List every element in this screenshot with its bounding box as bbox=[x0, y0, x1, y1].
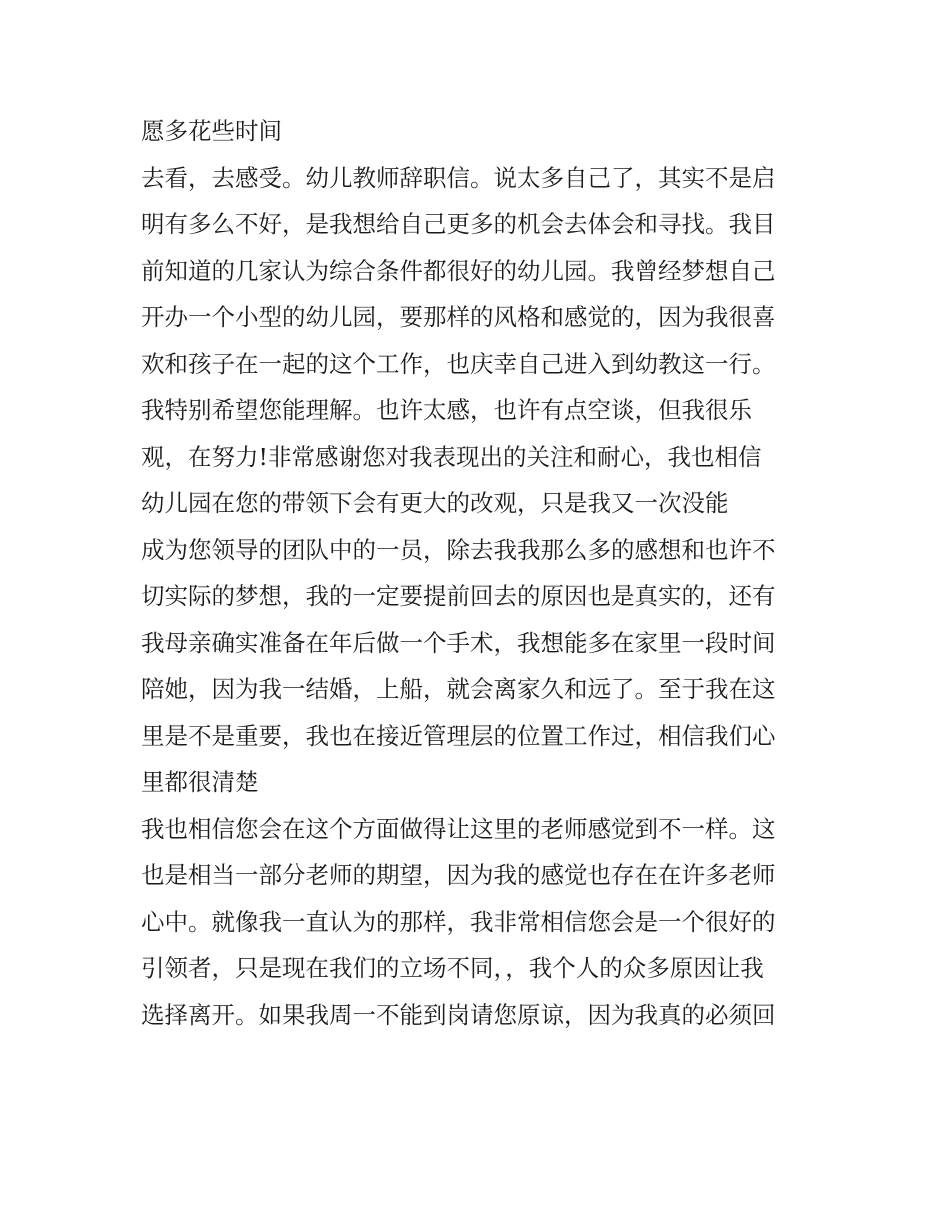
text-line: 切实际的梦想，我的一定要提前回去的原因也是真实的，还有 bbox=[141, 582, 776, 610]
text-line: 成为您领导的团队中的一员，除去我我那么多的感想和也许不 bbox=[141, 535, 776, 564]
text-line: 愿多花些时间 bbox=[141, 117, 282, 145]
text-line: 欢和孩子在一起的这个工作，也庆幸自己进入到幼教这一行。 bbox=[141, 349, 776, 378]
text-line: 选择离开。如果我周一不能到岗请您原谅，因为我真的必须回 bbox=[141, 1000, 776, 1029]
text-line: 开办一个小型的幼儿园，要那样的风格和感觉的，因为我很喜 bbox=[141, 303, 776, 331]
text-line: 里是不是重要，我也在接近管理层的位置工作过，相信我们心 bbox=[141, 721, 776, 750]
text-line: 去看，去感受。幼儿教师辞职信。说太多自己了，其实不是启 bbox=[141, 163, 776, 192]
text-line: 也是相当一部分老师的期望，因为我的感觉也存在在许多老师 bbox=[141, 861, 776, 889]
text-line: 前知道的几家认为综合条件都很好的幼儿园。我曾经梦想自己 bbox=[141, 256, 776, 285]
text-line: 心中。就像我一直认为的那样，我非常相信您会是一个很好的 bbox=[141, 907, 776, 936]
text-line: 引领者，只是现在我们的立场不同，，我个人的众多原因让我 bbox=[141, 954, 764, 982]
text-line: 我特别希望您能理解。也许太感，也许有点空谈，但我很乐 bbox=[141, 396, 752, 424]
text-line: 陪她，因为我一结婚，上船，就会离家久和远了。至于我在这 bbox=[141, 675, 776, 703]
text-line: 幼儿园在您的带领下会有更大的改观，只是我又一次没能 bbox=[141, 489, 729, 517]
text-line: 我也相信您会在这个方面做得让这里的老师感觉到不一样。这 bbox=[141, 814, 776, 843]
document-body bbox=[141, 108, 821, 1038]
text-line: 我母亲确实准备在年后做一个手术，我想能多在家里一段时间 bbox=[141, 628, 776, 657]
text-line: 明有多么不好，是我想给自己更多的机会去体会和寻找。我目 bbox=[141, 210, 776, 238]
text-line: 里都很清楚 bbox=[141, 768, 259, 796]
text-line: 观，在努力!非常感谢您对我表现出的关注和耐心，我也相信 bbox=[141, 442, 762, 471]
